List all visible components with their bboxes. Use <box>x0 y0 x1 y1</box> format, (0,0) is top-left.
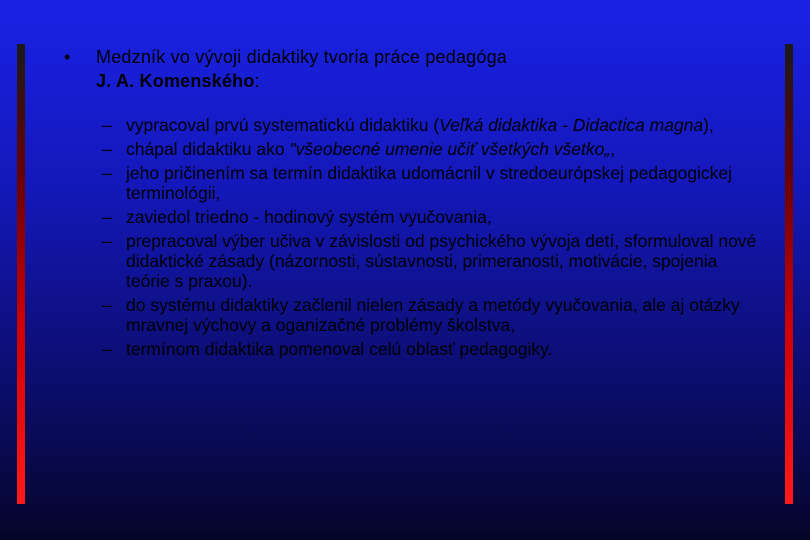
list-item: – prepracoval výber učiva v závislosti od psychického vývoja detí, sformuloval nové didaktické zásady (názornosti, sústavnosti, primeranosti, motivácie, spojenia teórie s praxou). <box>102 231 757 291</box>
dash-icon: – <box>102 295 112 315</box>
dash-icon: – <box>102 163 112 183</box>
list-item: – jeho pričinením sa termín didaktika udomácnil v stredoeurópskej pedagogickej terminológii, <box>102 163 733 203</box>
sub-list <box>60 115 760 359</box>
list-item: – termínom didaktika pomenoval celú oblasť pedagogiky. <box>102 339 553 359</box>
author-name: J. A. Komenského <box>96 71 255 91</box>
dash-icon: – <box>102 231 112 251</box>
list-item: – zaviedol triedno - hodinový systém vyučovania, <box>102 207 492 227</box>
main-bullet-item <box>60 45 760 93</box>
dash-icon: – <box>102 139 112 159</box>
dash-icon: – <box>102 115 112 135</box>
list-item: – chápal didaktiku ako "všeobecné umenie učiť všetkých všetko„, <box>102 139 616 159</box>
dash-icon: – <box>102 339 112 359</box>
right-accent-bar <box>785 44 793 504</box>
left-accent-bar <box>17 44 25 504</box>
main-colon: : <box>254 71 260 91</box>
list-item: – do systému didaktiky začlenil nielen zásady a metódy vyučovania, ale aj otázky mravnej výchovy a oganizačné problémy školstva, <box>102 295 740 335</box>
list-item: – vypracoval prvú systematickú didaktiku (Veľká didaktika - Didactica magna), <box>102 115 714 135</box>
dash-icon: – <box>102 207 112 227</box>
main-text: Medzník vo vývoji didaktiky tvoria práce pedagóga <box>96 47 508 67</box>
slide-content <box>60 45 760 363</box>
bullet-icon: • <box>64 47 71 67</box>
